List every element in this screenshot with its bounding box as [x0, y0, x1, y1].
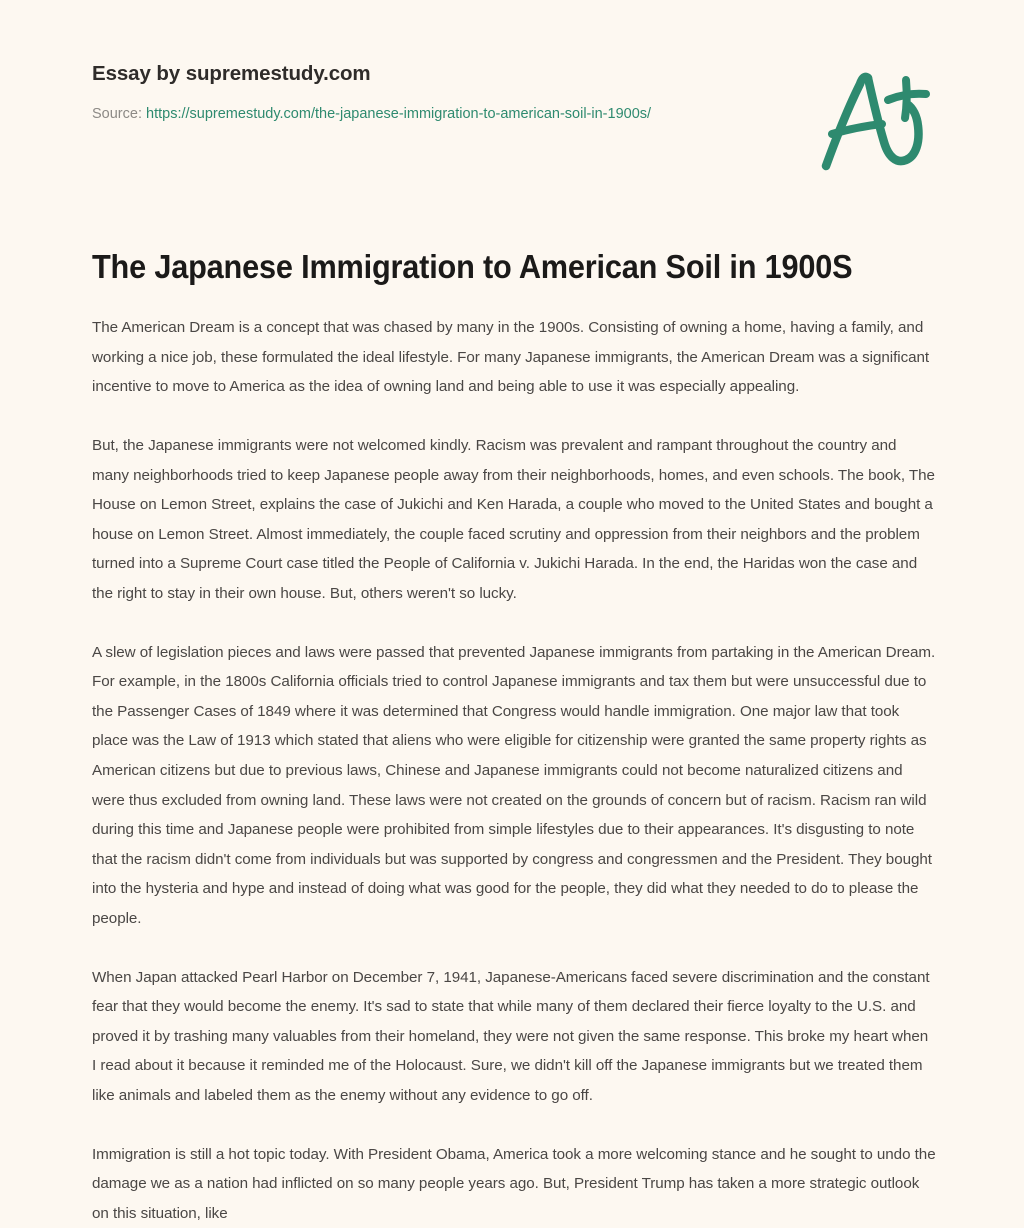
source-url-link[interactable]: https://supremestudy.com/the-japanese-immigration-to-american-soil-in-1900s/: [146, 106, 651, 122]
article-paragraph: The American Dream is a concept that was chased by many in the 1900s. Consisting of owning a home, having a family, and working a nice job, these formulated the ideal lifestyle. For many Japanese immigrants, the American Dream was a significant incentive to move to America as the idea of owning land and being able to use it was especially appealing.: [92, 313, 936, 402]
article-paragraph: When Japan attacked Pearl Harbor on December 7, 1941, Japanese-Americans faced severe discrimination and the constant fear that they would become the enemy. It's sad to state that while many of them declared their fierce loyalty to the U.S. and proved it by trashing many valuables from their homeland, they were not given the same response. This broke my heart when I read about it because it reminded me of the Holocaust. Sure, we didn't kill off the Japanese immigrants but we treated them like animals and labeled them as the enemy without any evidence to go off.: [92, 963, 936, 1111]
article-paragraph: A slew of legislation pieces and laws were passed that prevented Japanese immigrants from partaking in the American Dream. For example, in the 1800s California officials tried to control Japanese immigrants and tax them but were unsuccessful due to the Passenger Cases of 1849 where it was determined that Congress would handle immigration. One major law that took place was the Law of 1913 which stated that aliens who were eligible for citizenship were granted the same property rights as American citizens but due to previous laws, Chinese and Japanese immigrants could not become naturalized citizens and were thus excluded from owning land. These laws were not created on the grounds of concern but of racism. Racism ran wild during this time and Japanese people were prohibited from simple lifestyles due to their appearances. It's disgusting to note that the racism didn't come from individuals but was supported by congress and congressmen and the President. They bought into the hysteria and hype and instead of doing what was good for the people, they did what they needed to do to please the people.: [92, 638, 936, 934]
document-header: [92, 62, 792, 123]
article: [92, 247, 936, 1228]
source-label: Source:: [92, 106, 142, 122]
essay-byline-title: Essay by supremestudy.com: [92, 62, 792, 87]
page-title: The Japanese Immigration to American Soil in 1900S: [92, 247, 877, 287]
a-plus-logo-svg: [808, 64, 936, 180]
article-paragraph: Immigration is still a hot topic today. With President Obama, America took a more welcoming stance and he sought to undo the damage we as a nation had inflicted on so many people years ago. But, President Trump has taken a more strategic outlook on this situation, like: [92, 1140, 936, 1228]
article-paragraph: But, the Japanese immigrants were not welcomed kindly. Racism was prevalent and rampant throughout the country and many neighborhoods tried to keep Japanese people away from their neighborhoods, homes, and even schools. The book, The House on Lemon Street, explains the case of Jukichi and Ken Harada, a couple who moved to the United States and bought a house on Lemon Street. Almost immediately, the couple faced scrutiny and oppression from their neighbors and the problem turned into a Supreme Court case titled the People of California v. Jukichi Harada. In the end, the Haridas won the case and the right to stay in their own house. But, others weren't so lucky.: [92, 431, 936, 609]
a-plus-logo-icon: [808, 64, 936, 180]
source-line: [92, 105, 792, 124]
article-body: [92, 313, 936, 1228]
